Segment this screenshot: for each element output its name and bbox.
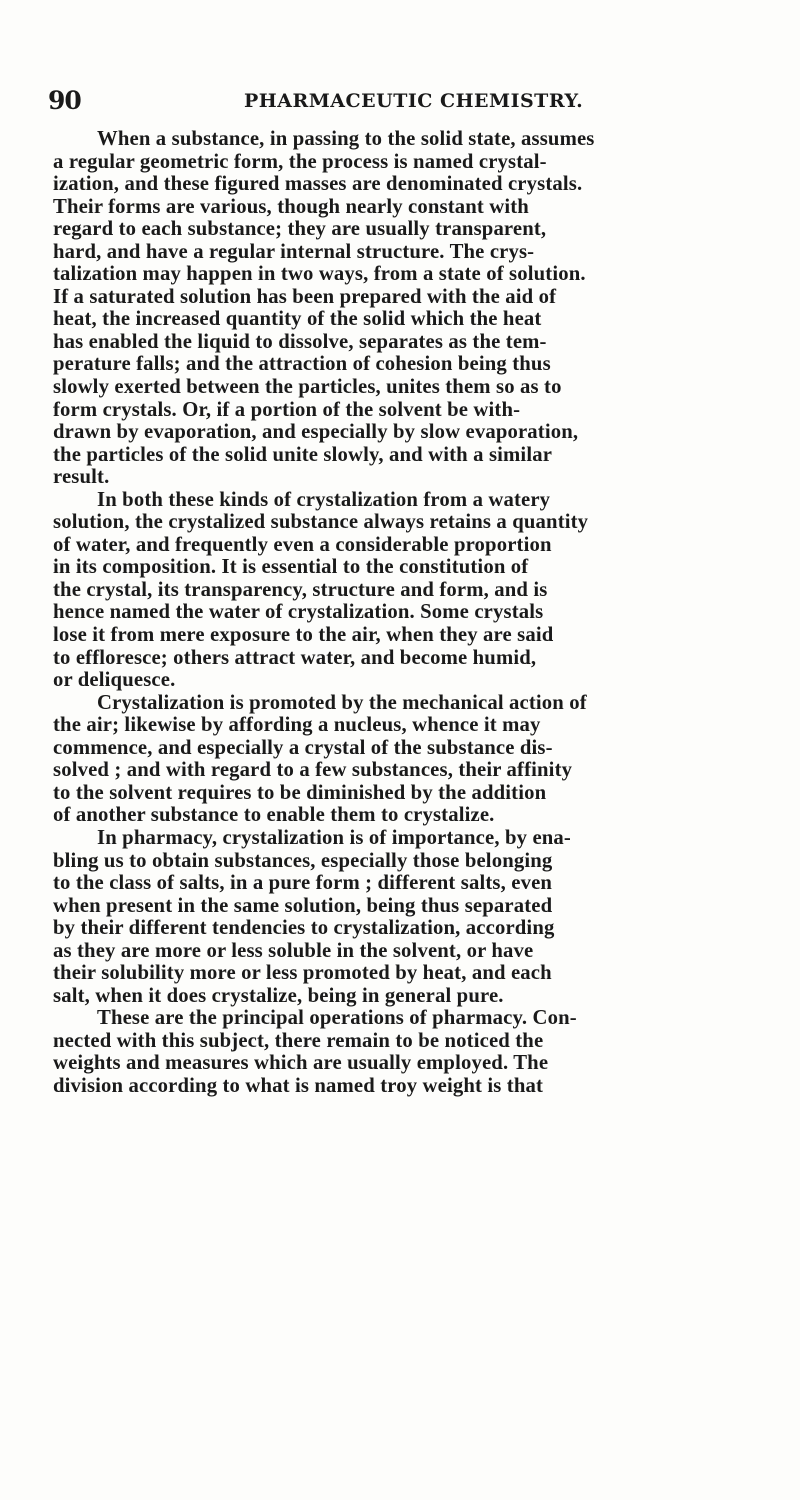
text-line: hence named the water of crystalization. Some crystals <box>53 601 544 624</box>
text-line: In both these kinds of crystalization from a watery <box>97 488 551 511</box>
text-line: When a substance, in passing to the solid state, assumes <box>97 128 595 150</box>
text-line: has enabled the liquid to dissolve, separates as the tem- <box>53 330 547 353</box>
text-line: weights and measures which are usually employed. The <box>53 1052 549 1075</box>
paragraph <box>53 128 741 489</box>
text-line: in its composition. It is essential to the constitution of <box>53 556 529 579</box>
text-line: These are the principal operations of pharmacy. Con- <box>97 1007 577 1030</box>
text-line: to the class of salts, in a pure form ; different salts, even <box>53 872 553 895</box>
text-line: If a saturated solution has been prepared with the aid of <box>53 285 557 308</box>
text-line: bling us to obtain substances, especially those belonging <box>53 849 553 872</box>
text-line: division according to what is named troy weight is that <box>53 1074 544 1097</box>
text-line: heat, the increased quantity of the solid which the heat <box>53 308 542 331</box>
running-title: PHARMACEUTIC CHEMISTRY. <box>244 90 584 112</box>
body-text <box>53 128 741 1098</box>
text-line: the particles of the solid unite slowly, and with a similar <box>53 443 553 466</box>
text-line: solved ; and with regard to a few substances, their affinity <box>53 759 573 782</box>
text-line: of water, and frequently even a considerable proportion <box>53 533 552 556</box>
text-line: a regular geometric form, the process is named crystal- <box>53 150 547 173</box>
text-line: lose it from mere exposure to the air, when they are said <box>53 624 554 647</box>
paragraph <box>53 1007 741 1097</box>
page-number: 90 <box>48 86 81 115</box>
text-line: Their forms are various, though nearly constant with <box>53 195 529 218</box>
text-line: the crystal, its transparency, structure and form, and is <box>53 578 548 601</box>
text-line: the air; likewise by affording a nucleus, whence it may <box>53 714 541 737</box>
text-line: of another substance to enable them to crystalize. <box>53 804 495 827</box>
text-line: regard to each substance; they are usually transparent, <box>53 218 547 241</box>
text-line: to effloresce; others attract water, and become humid, <box>53 646 537 669</box>
text-line: by their different tendencies to crystalization, according <box>53 917 555 940</box>
running-header <box>48 86 738 116</box>
text-line: solution, the crystalized substance always retains a quantity <box>53 511 589 534</box>
text-line: to the solvent requires to be diminished by the addition <box>53 781 547 804</box>
text-line: salt, when it does crystalize, being in general pure. <box>53 984 504 1007</box>
text-line: perature falls; and the attraction of cohesion being thus <box>53 353 551 376</box>
text-line: nected with this subject, there remain to be noticed the <box>53 1029 544 1052</box>
text-line: result. <box>53 466 110 489</box>
text-line: Crystalization is promoted by the mechanical action of <box>97 691 587 714</box>
text-line: slowly exerted between the particles, unites them so as to <box>53 376 562 399</box>
paragraph <box>53 692 741 827</box>
text-line: drawn by evaporation, and especially by slow evaporation, <box>53 421 579 444</box>
paragraph <box>53 827 741 1007</box>
text-line: when present in the same solution, being thus separated <box>53 894 553 917</box>
text-line: talization may happen in two ways, from a state of solution. <box>53 263 586 286</box>
text-line: their solubility more or less promoted by heat, and each <box>53 962 552 985</box>
text-line: ization, and these figured masses are denominated crystals. <box>53 173 583 196</box>
text-line: commence, and especially a crystal of the substance dis- <box>53 736 553 759</box>
text-line: as they are more or less soluble in the solvent, or have <box>53 939 534 962</box>
text-line: or deliquesce. <box>53 669 176 692</box>
text-line: In pharmacy, crystalization is of importance, by ena- <box>97 826 571 849</box>
text-line: hard, and have a regular internal structure. The crys- <box>53 240 535 263</box>
paragraph <box>53 489 741 692</box>
text-line: form crystals. Or, if a portion of the solvent be with- <box>53 398 521 421</box>
